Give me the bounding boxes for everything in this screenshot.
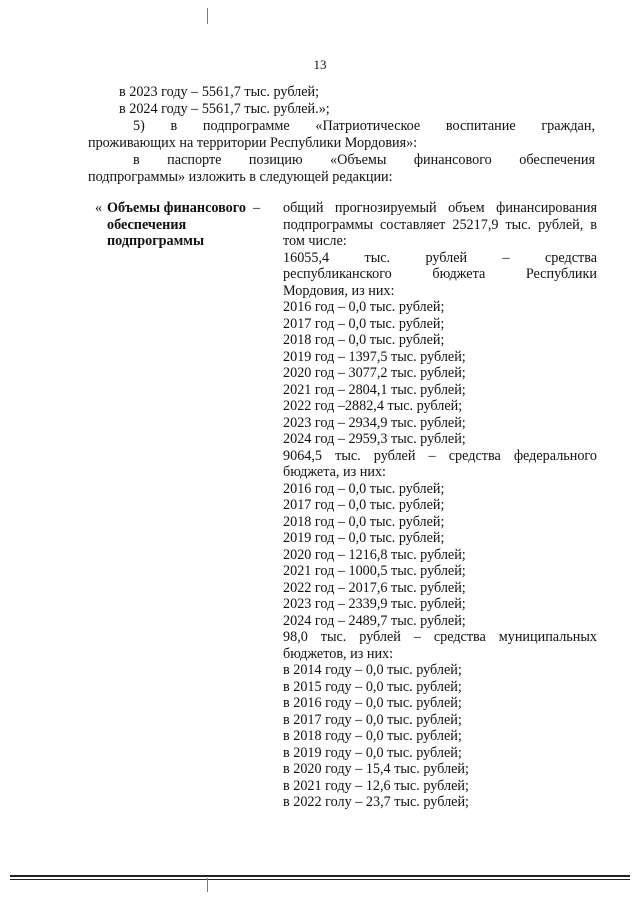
funding-line: в 2020 году – 15,4 тыс. рублей; [283, 761, 469, 777]
intro-paragraph [88, 84, 595, 186]
funding-line: бюджета, из них: [283, 464, 386, 480]
funding-line: бюджетов, из них: [283, 645, 394, 662]
funding-line: 2020 год – 1216,8 тыс. рублей; [283, 546, 466, 563]
funding-line: 2023 год – 2339,9 тыс. рублей; [283, 596, 466, 612]
page-number: 13 [313, 57, 327, 72]
footer-rule-thin [10, 879, 630, 880]
funding-line: 2024 год – 2489,7 тыс. рублей; [283, 612, 466, 629]
intro-line: подпрограммы» изложить в следующей редакции: [88, 169, 393, 185]
table-label: Объемы финансового обеспечения подпрограммы [107, 200, 246, 249]
funding-line: 2020 год – 3077,2 тыс. рублей; [283, 365, 466, 381]
funding-line: 2018 год – 0,0 тыс. рублей; [283, 513, 445, 530]
funding-line: в 2022 голу – 23,7 тыс. рублей; [283, 794, 469, 810]
intro-line: в 2024 году – 5561,7 тыс. рублей.»; [119, 101, 330, 117]
intro-line: проживающих на территории Республики Мордовия»: [88, 135, 418, 151]
funding-line: 2022 год – 2017,6 тыс. рублей; [283, 579, 466, 596]
funding-line: 16055,4 тыс. рублей – средства [283, 249, 597, 266]
label-dash: – [253, 200, 261, 216]
funding-line: 2016 год – 0,0 тыс. рублей; [283, 299, 445, 315]
funding-line: в 2015 году – 0,0 тыс. рублей; [283, 678, 462, 695]
bottom-scan-mark [207, 878, 208, 892]
open-quote: « [95, 200, 103, 216]
funding-line: 2016 год – 0,0 тыс. рублей; [283, 480, 445, 497]
funding-line: республиканского бюджета Республики [283, 266, 597, 282]
funding-line: 2019 год – 0,0 тыс. рублей; [283, 530, 445, 546]
funding-line: в 2021 году – 12,6 тыс. рублей; [283, 777, 469, 794]
funding-line: 2019 год – 1397,5 тыс. рублей; [283, 348, 466, 365]
funding-line: подпрограммы составляет 25217,9 тыс. рублей, в [283, 216, 597, 233]
intro-line: в паспорте позицию «Объемы финансового обеспечения [133, 152, 595, 168]
funding-line: 2018 год – 0,0 тыс. рублей; [283, 332, 445, 348]
funding-line: 2021 год – 1000,5 тыс. рублей; [283, 563, 466, 579]
funding-details [283, 200, 597, 811]
funding-line: в 2017 году – 0,0 тыс. рублей; [283, 711, 462, 728]
funding-line: Мордовия, из них: [283, 282, 395, 299]
footer-rule [10, 875, 630, 877]
funding-line: в 2014 году – 0,0 тыс. рублей; [283, 662, 462, 678]
funding-line: 2017 год – 0,0 тыс. рублей; [283, 315, 445, 332]
funding-line: 2017 год – 0,0 тыс. рублей; [283, 497, 445, 513]
top-scan-mark [207, 8, 208, 24]
funding-line: в 2019 году – 0,0 тыс. рублей; [283, 744, 462, 761]
funding-line: 2023 год – 2934,9 тыс. рублей; [283, 414, 466, 431]
funding-line: общий прогнозируемый объем финансирования [283, 200, 597, 216]
funding-line: 2021 год – 2804,1 тыс. рублей; [283, 381, 466, 398]
intro-line: 5) в подпрограмме «Патриотическое воспитание граждан, [133, 118, 595, 134]
funding-line: 98,0 тыс. рублей – средства муниципальных [283, 629, 597, 645]
funding-line: в 2016 году – 0,0 тыс. рублей; [283, 695, 462, 711]
funding-line: 2022 год –2882,4 тыс. рублей; [283, 398, 463, 414]
funding-line: в 2018 году – 0,0 тыс. рублей; [283, 728, 462, 744]
funding-line: 9064,5 тыс. рублей – средства федерального [283, 447, 597, 464]
intro-line: в 2023 году – 5561,7 тыс. рублей; [119, 84, 320, 100]
funding-line: том числе: [283, 233, 347, 249]
funding-line: 2024 год – 2959,3 тыс. рублей; [283, 431, 466, 447]
